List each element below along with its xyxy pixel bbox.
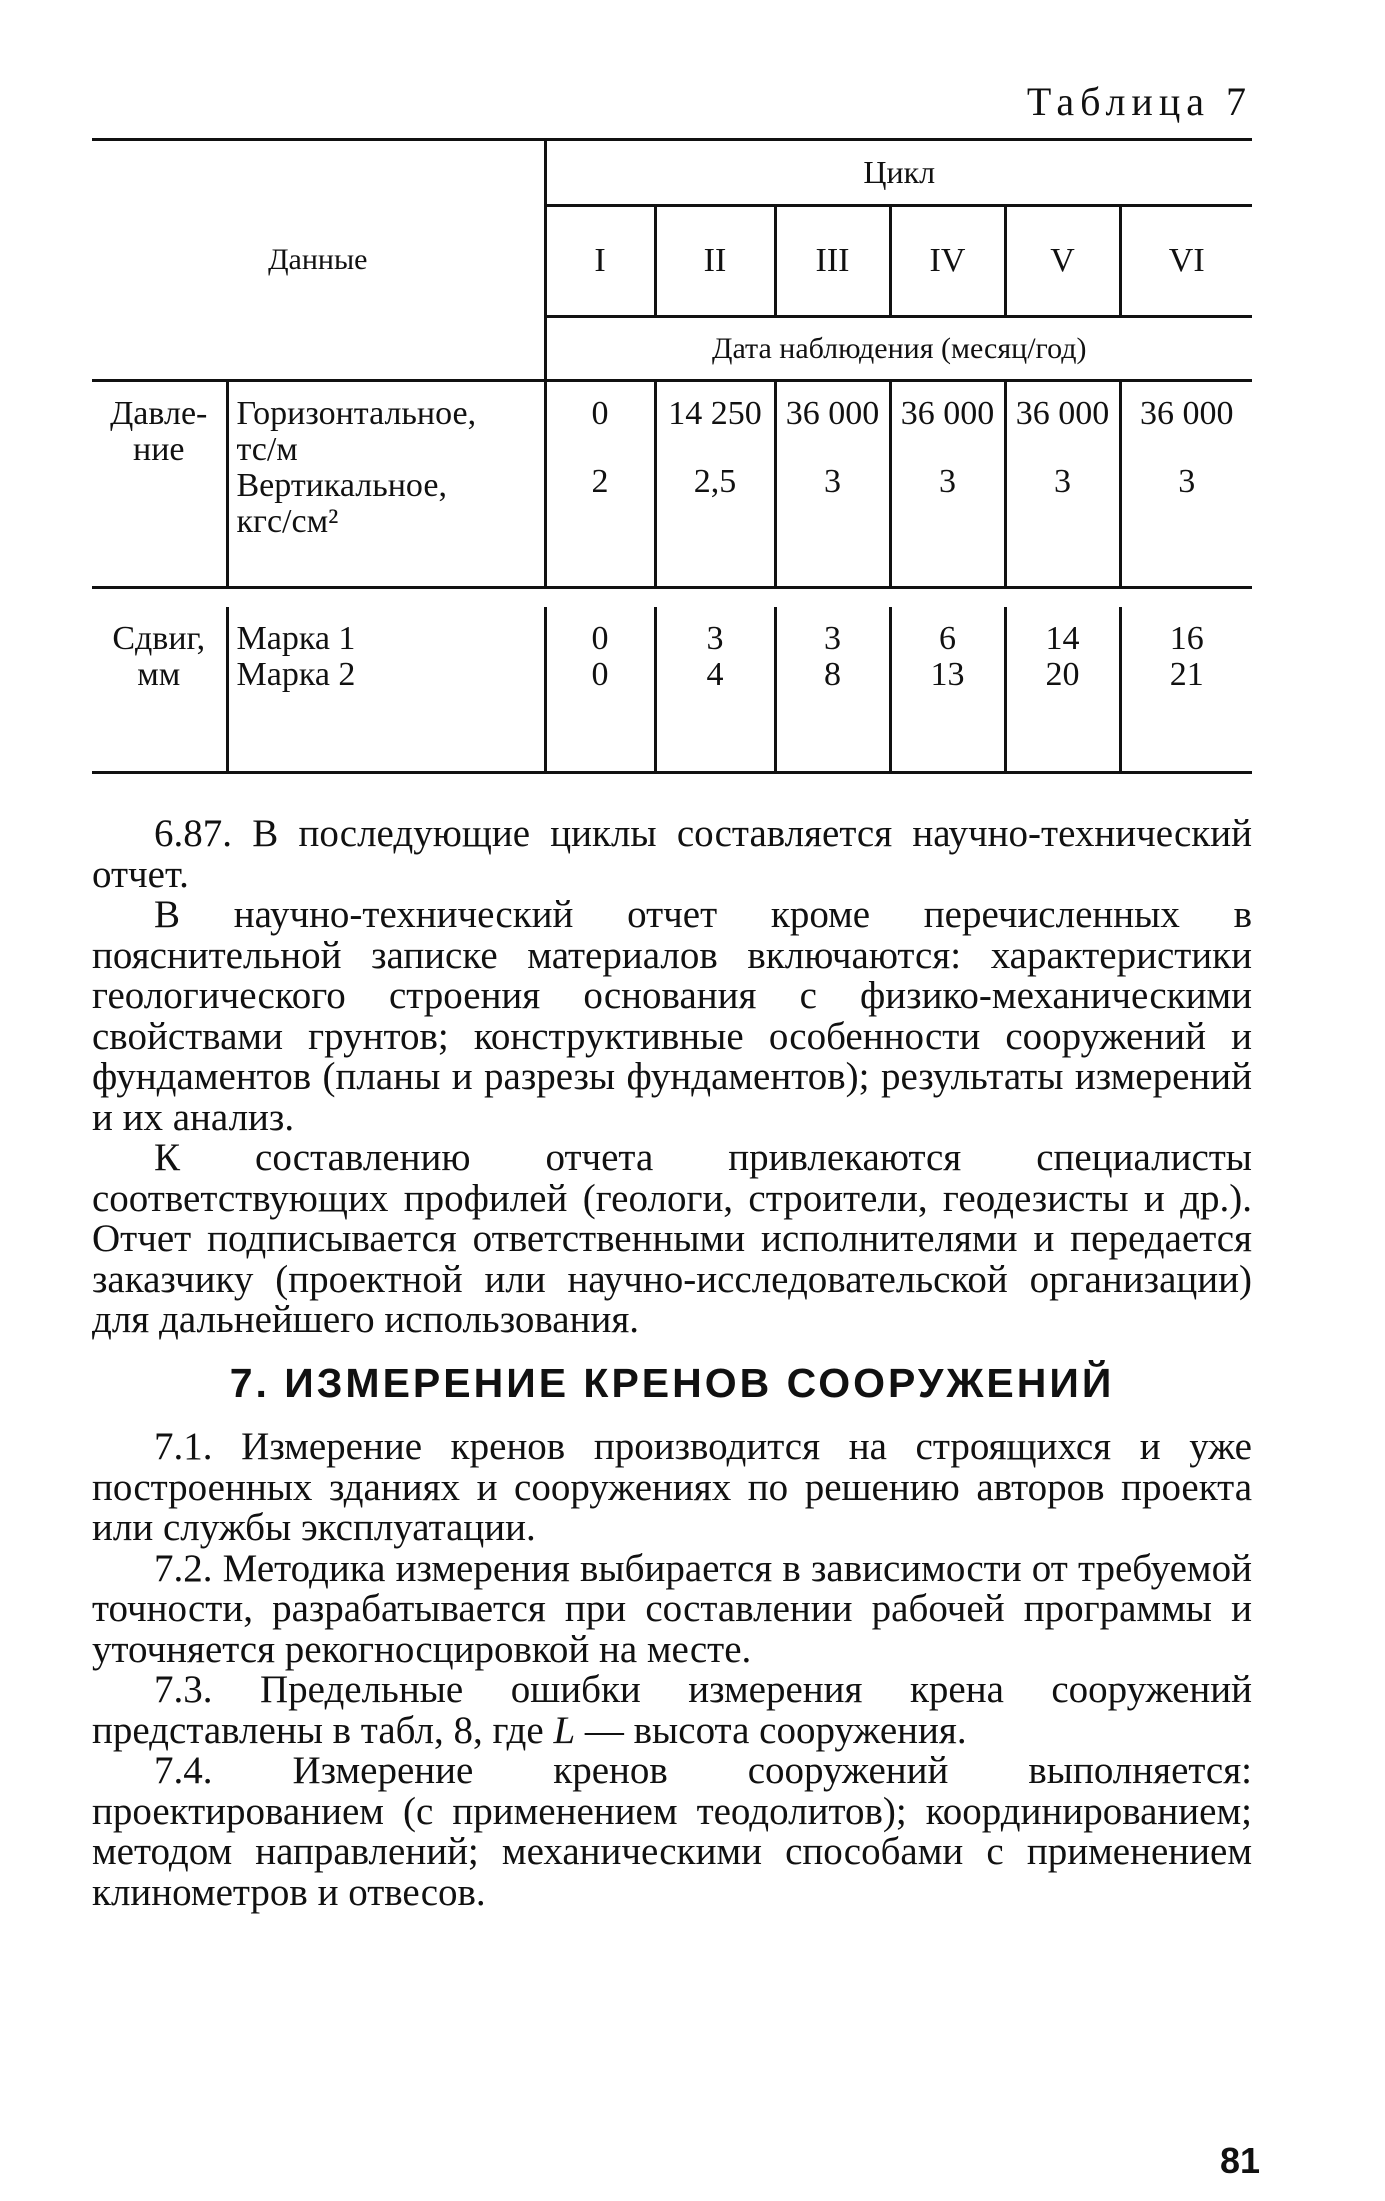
row-label: Марка 2 [236, 656, 356, 693]
table-cell: 3 8 [775, 607, 890, 773]
paragraph-7-1: 7.1. Измерение кренов производится на строящихся и уже построенных зданиях и сооружениях по решению авторов проекта или службы эксплуатации. [92, 1425, 1252, 1549]
paragraph: В научно-технический отчет кроме перечисленных в пояснительной записке материалов включаются: характеристики геологического строения основания с физико-механическими свойствами грунтов; конструктивные особенности сооружений и фундаментов (планы и разрезы фундаментов); результаты измерений и их анализ. [92, 893, 1252, 1139]
page [92, 78, 1252, 1913]
group-label: Сдвиг, мм [112, 620, 206, 693]
table-row [92, 381, 1252, 588]
cycle-label: IV [890, 206, 1005, 317]
row-label: Марка 1 [236, 620, 356, 657]
cycle-header: Цикл [545, 140, 1252, 206]
paragraph-7-2: 7.2. Методика измерения выбирается в зависимости от требуемой точности, разрабатывается при составлении рабочей программы и уточняется рекогносцировкой на месте. [92, 1546, 1252, 1671]
table-cell: 6 13 [890, 607, 1005, 773]
body-text [92, 814, 1252, 1913]
table-cell: 14 20 [1005, 607, 1120, 773]
table-row [92, 607, 1252, 773]
row-labels [227, 381, 545, 588]
page-number: 81 [1220, 2140, 1261, 2181]
cycle-label: III [775, 206, 890, 317]
group-label: Давле- ние [110, 395, 208, 468]
paragraph-6-87: 6.87. В последующие циклы составляется научно-технический отчет. [92, 812, 1252, 896]
cycle-label: VI [1120, 206, 1252, 317]
row-labels [227, 607, 545, 773]
section-title: 7. ИЗМЕРЕНИЕ КРЕНОВ СООРУЖЕНИЙ [229, 1359, 1115, 1406]
table-cell: 36 000 3 [1120, 381, 1252, 588]
cycle-label: I [545, 206, 655, 317]
table-caption: Таблица 7 [1026, 79, 1252, 124]
table-cell: 36 000 3 [775, 381, 890, 588]
row-label: Вертикальное, кгс/см² [236, 467, 447, 540]
cycle-label: V [1005, 206, 1120, 317]
table-cell: 36 000 3 [1005, 381, 1120, 588]
cycle-label: II [655, 206, 775, 317]
data-table [92, 138, 1252, 774]
row-label: Горизонтальное, тс/м [236, 395, 477, 468]
variable-l: L [553, 1708, 576, 1752]
table-cell: 16 21 [1120, 607, 1252, 773]
table-cell: 14 250 2,5 [655, 381, 775, 588]
table-cell: 0 0 [545, 607, 655, 773]
table-cell: 3 4 [655, 607, 775, 773]
paragraph-7-4: 7.4. Измерение кренов сооружений выполняется: проектированием (с применением теодолитов); координированием; методом направлений; механическими способами с применением клинометров и отвесов. [92, 1749, 1252, 1914]
table-cell: 36 000 3 [890, 381, 1005, 588]
paragraph-7-3: 7.3. Предельные ошибки измерения крена сооружений представлены в табл, 8, где L — высота сооружения. [92, 1668, 1252, 1752]
paragraph: К составлению отчета привлекаются специалисты соответствующих профилей (геологи, строители, геодезисты и др.). Отчет подписывается ответственными исполнителями и передается заказчику (проектной или научно-исследовательской организации) для дальнейшего использования. [92, 1136, 1252, 1341]
table-cell: 0 2 [545, 381, 655, 588]
date-header: Дата наблюдения (месяц/год) [545, 317, 1252, 381]
data-header: Данные [92, 140, 545, 381]
